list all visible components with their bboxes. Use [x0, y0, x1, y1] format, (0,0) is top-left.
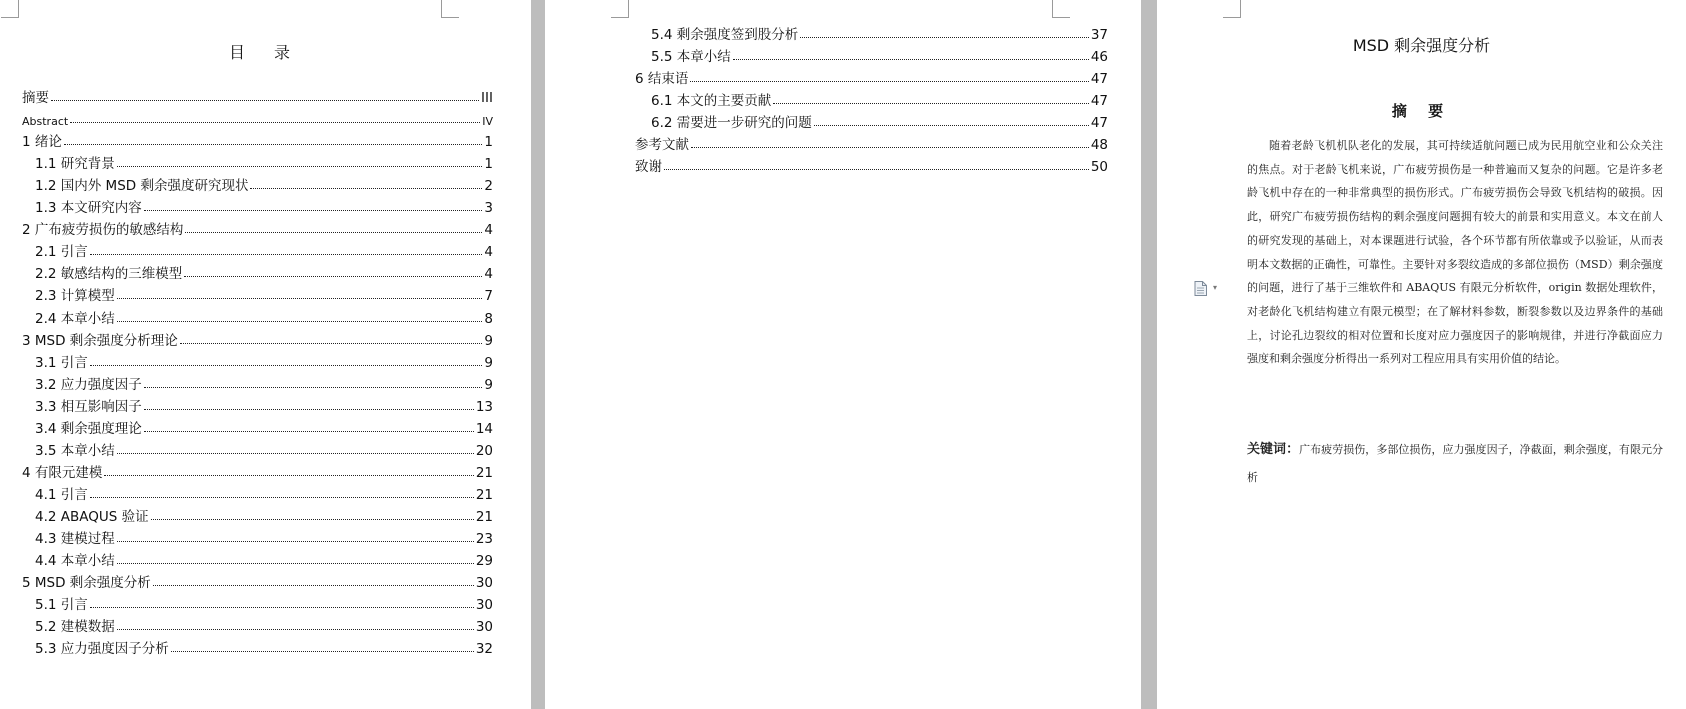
toc-entry-label: 摘要	[22, 90, 49, 106]
toc-leader-dots	[104, 474, 473, 476]
toc-leader-dots	[117, 297, 483, 299]
toc-entry-label: Abstract	[22, 115, 69, 129]
toc-entry[interactable]	[635, 151, 1108, 175]
toc-entry-label: 5.4 剩余强度签到股分析	[651, 27, 799, 43]
toc-entry-label: 4.1 引言	[35, 486, 88, 503]
toc-entry-label: 5.1 引言	[35, 597, 88, 614]
toc-leader-dots	[144, 386, 483, 388]
toc-leader-dots	[117, 628, 474, 630]
toc-leader-dots	[90, 253, 483, 255]
toc-entry[interactable]	[635, 129, 1108, 153]
toc-entry[interactable]	[35, 192, 493, 216]
toc-leader-dots	[690, 80, 1088, 82]
toc-entry[interactable]	[35, 258, 493, 282]
toc-entry[interactable]	[22, 457, 493, 481]
toc-entry-page: 46	[1090, 49, 1108, 66]
toc-leader-dots	[151, 518, 474, 520]
toc-leader-dots	[180, 342, 483, 344]
toc-entry-page: 4	[484, 222, 493, 239]
crop-mark	[1223, 0, 1241, 18]
toc-entry[interactable]	[35, 148, 493, 172]
toc-leader-dots	[70, 121, 480, 123]
keywords-label: 关键词：	[1247, 442, 1300, 457]
toc-entry-page: 7	[484, 288, 493, 305]
toc-entry[interactable]	[35, 280, 493, 304]
toc-entry-page: 4	[484, 244, 493, 261]
toc-entry[interactable]	[22, 82, 493, 106]
toc-entry-label: 5 MSD 剩余强度分析	[22, 575, 151, 592]
toc-entry-page: 37	[1090, 27, 1108, 43]
toc-leader-dots	[733, 58, 1089, 60]
toc-entry-page: 30	[475, 597, 493, 614]
toc-entry-page: 29	[475, 553, 493, 570]
toc-entry-page: 20	[475, 442, 493, 459]
toc-entry-label: 参考文献	[635, 137, 689, 154]
toc-entry-label: 5.2 建模数据	[35, 619, 115, 636]
toc-entry[interactable]	[651, 41, 1108, 65]
toc-leader-dots	[144, 209, 483, 211]
toc-leader-dots	[117, 165, 483, 167]
toc-entry-page: 9	[484, 354, 493, 371]
toc-entry-label: 1.2 国内外 MSD 剩余强度研究现状	[35, 178, 249, 195]
toc-entry-page: 30	[475, 575, 493, 592]
toc-entry-label: 2.3 计算模型	[35, 288, 115, 305]
toc-entry-page: 14	[475, 420, 493, 437]
keywords-text: 广布疲劳损伤，多部位损伤，应力强度因子，净截面，剩余强度，有限元分析	[1247, 443, 1663, 484]
toc-entry-label: 1.3 本文研究内容	[35, 200, 142, 217]
toc-entry[interactable]	[651, 19, 1108, 43]
toc-entry[interactable]	[22, 325, 493, 349]
keywords-paragraph	[1247, 436, 1663, 492]
toc-entry-label: 3.5 本章小结	[35, 442, 115, 459]
toc-entry-page: 23	[475, 531, 493, 547]
toc-entry[interactable]	[35, 633, 493, 657]
toc-leader-dots	[171, 650, 474, 652]
toc-entry-page: 9	[484, 332, 493, 349]
chevron-down-icon[interactable]: ▾	[1213, 283, 1218, 292]
toc-entry-page: 32	[475, 641, 493, 658]
toc-entry-label: 2 广布疲劳损伤的敏感结构	[22, 222, 184, 239]
toc-entry-page: 21	[475, 464, 493, 481]
toc-entry-label: 1.1 研究背景	[35, 156, 115, 173]
toc-entry-label: 2.1 引言	[35, 244, 88, 261]
toc-leader-dots	[117, 540, 474, 542]
crop-mark	[611, 0, 629, 18]
document-icon[interactable]	[1194, 281, 1207, 296]
toc-leader-dots	[51, 99, 479, 101]
toc-entry-label: 2.4 本章小结	[35, 310, 115, 327]
toc-entry[interactable]	[35, 501, 493, 525]
toc-leader-dots	[691, 146, 1089, 148]
crop-mark	[1052, 0, 1070, 18]
document-page-3	[1157, 0, 1686, 709]
toc-entry-page: 1	[484, 134, 493, 151]
toc-entry[interactable]	[35, 611, 493, 635]
document-page-2	[545, 0, 1141, 709]
toc-leader-dots	[144, 430, 474, 432]
toc-entry-page: IV	[482, 115, 493, 129]
crop-mark	[1, 0, 19, 18]
toc-entry[interactable]	[35, 523, 493, 547]
toc-entry-page: 9	[484, 376, 493, 393]
toc-leader-dots	[184, 275, 482, 277]
toc-entry-page: 2	[484, 178, 493, 195]
toc-entry-label: 致谢	[635, 159, 662, 176]
toc-entry-label: 6.1 本文的主要贡献	[651, 93, 772, 110]
toc-entry-label: 4.3 建模过程	[35, 531, 115, 547]
toc-leader-dots	[153, 584, 474, 586]
toc-entry-page: 21	[475, 486, 493, 503]
toc-entry[interactable]	[35, 413, 493, 437]
toc-entry-page: 50	[1090, 159, 1108, 176]
toc-entry[interactable]	[635, 63, 1108, 87]
crop-mark	[441, 0, 459, 18]
toc-entry-label: 2.2 敏感结构的三维模型	[35, 266, 183, 283]
toc-entry[interactable]	[22, 104, 493, 128]
toc-entry-label: 5.3 应力强度因子分析	[35, 641, 169, 658]
toc-entry[interactable]	[35, 435, 493, 459]
toc-entry-page: 8	[484, 310, 493, 327]
toc-leader-dots	[90, 496, 474, 498]
toc-entry-label: 4 有限元建模	[22, 464, 103, 481]
abstract-heading: 摘 要	[1391, 102, 1452, 120]
toc-entry[interactable]	[35, 303, 493, 327]
toc-entry[interactable]	[35, 589, 493, 613]
toc-entry-page: 47	[1090, 71, 1108, 88]
toc-entry-label: 5.5 本章小结	[651, 49, 731, 66]
toc-entry[interactable]	[35, 347, 493, 371]
toc-entry-page: 21	[475, 508, 493, 525]
toc-entry[interactable]	[22, 567, 493, 591]
toc-entry[interactable]	[651, 107, 1108, 131]
toc-entry-page: 4	[484, 266, 493, 283]
toc-leader-dots	[90, 364, 483, 366]
toc-leader-dots	[117, 452, 474, 454]
toc-leader-dots	[90, 606, 474, 608]
toc-leader-dots	[773, 102, 1089, 104]
toc-entry-page: 3	[484, 200, 493, 217]
toc-entry-label: 6 结束语	[635, 71, 689, 88]
toc-entry-label: 4.4 本章小结	[35, 553, 115, 570]
toc-leader-dots	[814, 124, 1089, 126]
toc-entry-label: 3 MSD 剩余强度分析理论	[22, 332, 178, 349]
toc-leader-dots	[117, 320, 483, 322]
toc-entry-page: 13	[475, 398, 493, 415]
toc-entry-label: 3.1 引言	[35, 354, 88, 371]
toc-entry[interactable]	[35, 369, 493, 393]
toc-entry[interactable]	[22, 214, 493, 238]
toc-entry[interactable]	[651, 85, 1108, 109]
abstract-body: 随着老龄飞机机队老化的发展，其可持续适航问题已成为民用航空业和公众关注的焦点。对于老龄飞机来说，广布疲劳损伤是一种普遍而又复杂的问题。它是许多老龄飞机中存在的一种非常典型的损伤形式。广布疲劳损伤会导致飞机结构的破损。因此，研究广布疲劳损伤结构的剩余强度问题拥有较大的前景和实用意义。本文在前人的研究发现的基础上，对本课题进行试验，各个环节都有所依靠或予以验证，从而表明本文数据的正确性，可靠性。主要针对多裂纹造成的多部位损伤（MSD）剩余强度的问题，进行了基于三维软件和 ABAQUS 有限元分析软件，origin 数据处理软件，对老龄化飞机结构建立有限元模型；在了解材料参数，断裂参数以及边界条件的基础上，讨论孔边裂纹的相对位置和长度对应力强度因子的影响规律，并进行净截面应力强度和剩余强度分析得出一系列对工程应用具有实用价值的结论。	[1247, 139, 1663, 366]
toc-leader-dots	[64, 143, 483, 145]
document-page-1	[0, 0, 531, 709]
toc-entry-label: 4.2 ABAQUS 验证	[35, 508, 149, 525]
toc-entry-page: 48	[1090, 137, 1108, 154]
toc-entry-page: 30	[475, 619, 493, 636]
toc-entry-label: 3.4 剩余强度理论	[35, 420, 142, 437]
toc-entry[interactable]	[35, 479, 493, 503]
toc-leader-dots	[664, 168, 1089, 170]
toc-leader-dots	[185, 231, 482, 233]
toc-entry[interactable]	[35, 545, 493, 569]
toc-entry-page: III	[481, 90, 493, 106]
toc-entry-page: 47	[1090, 93, 1108, 110]
toc-leader-dots	[800, 36, 1089, 38]
toc-entry-label: 1 绪论	[22, 134, 62, 151]
toc-leader-dots	[144, 408, 474, 410]
toc-entry-label: 3.2 应力强度因子	[35, 376, 142, 393]
thesis-title: MSD 剩余强度分析	[1352, 36, 1491, 55]
toc-entry-label: 6.2 需要进一步研究的问题	[651, 115, 812, 132]
toc-entry[interactable]	[35, 236, 493, 260]
toc-leader-dots	[250, 187, 482, 189]
toc-entry[interactable]	[22, 126, 493, 150]
toc-entry-page: 1	[484, 156, 493, 173]
toc-entry[interactable]	[35, 391, 493, 415]
toc-entry-label: 3.3 相互影响因子	[35, 398, 142, 415]
toc-entry-page: 47	[1090, 115, 1108, 132]
toc-title: 目 录	[228, 43, 303, 62]
toc-leader-dots	[117, 562, 474, 564]
toc-entry[interactable]	[35, 170, 493, 194]
